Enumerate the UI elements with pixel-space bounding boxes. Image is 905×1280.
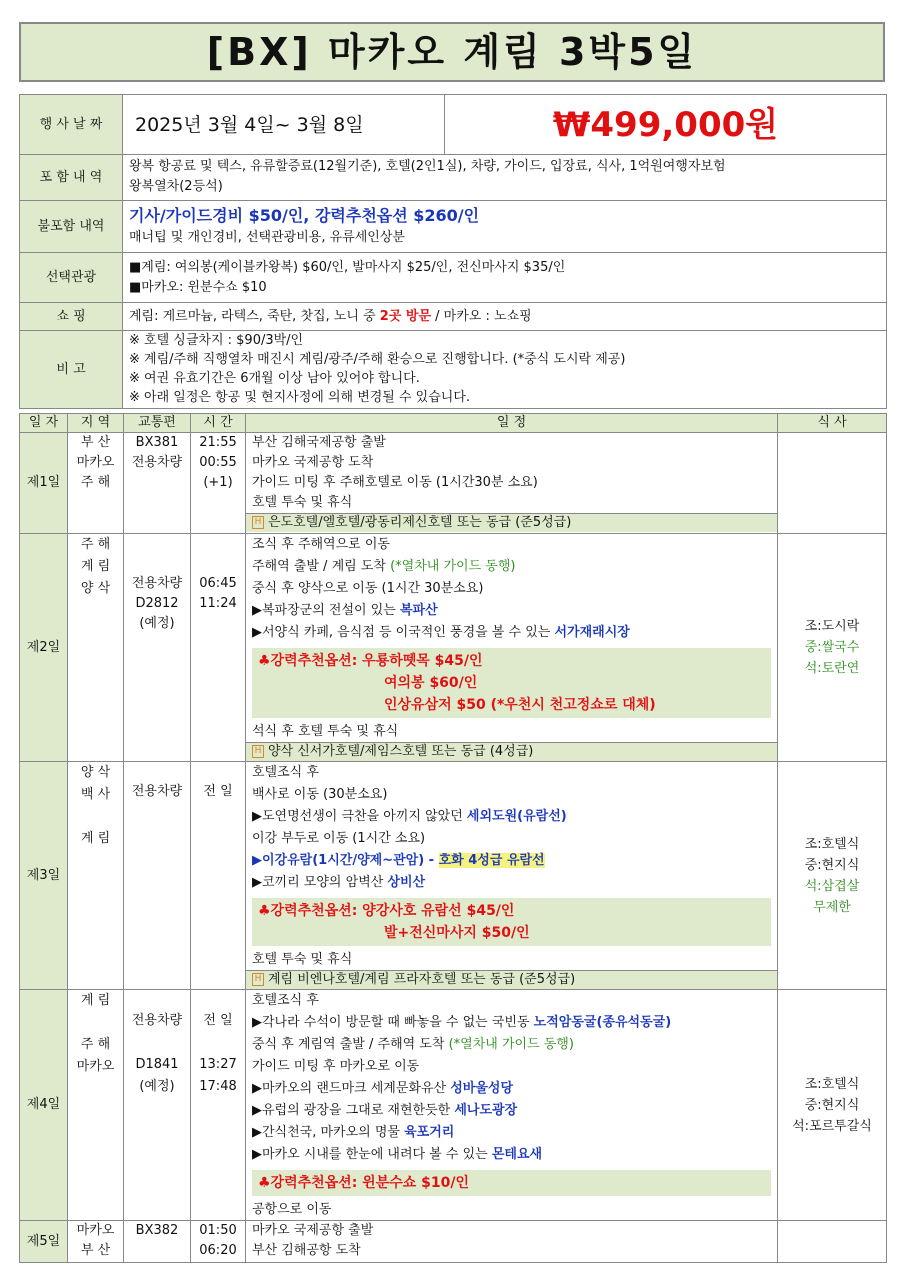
region: 계 림 (80, 831, 111, 846)
region: 마카오 (76, 1059, 115, 1074)
itinerary-line: ▶도연명선생이 극찬을 아끼지 않았던 세외도원(유람선) (252, 809, 567, 824)
shop-text-macau: / 마카오 : 노쇼핑 (431, 308, 532, 324)
hotel-name: 계림 비엔나호텔/계림 프라자호텔 또는 동급 (준5성급) (268, 972, 576, 987)
day-label: 제1일 (20, 433, 68, 534)
time: 11:24 (199, 596, 237, 611)
time: (+1) (203, 475, 233, 490)
region: 부 산 (80, 435, 111, 450)
itinerary-line: 석식 후 호텔 투숙 및 휴식 (252, 724, 399, 739)
region: 주 해 (80, 537, 111, 552)
itinerary-line: 마카오 국제공항 출발 (252, 1223, 374, 1238)
include-label: 포 함 내 역 (20, 155, 123, 201)
itinerary-line: 이강 부두로 이동 (1시간 소요) (252, 831, 426, 846)
itinerary-line: 부산 김해국제공항 출발 (252, 435, 386, 450)
meal: 조:호텔식 (804, 1076, 860, 1092)
option-line: 발+전신마사지 $50/인 (384, 925, 530, 941)
itinerary-line: ▶이강유람(1시간/양제~관암) - 호화 4성급 유람선 (252, 853, 545, 868)
shop-text: 계림: 게르마늄, 라텍스, 죽탄, 찻집, 노니 중 (129, 308, 380, 324)
option-line: 인상유삼저 $50 (*우천시 천고정쇼로 대체) (384, 697, 656, 713)
time: 21:55 (199, 435, 237, 450)
day4-row (20, 990, 887, 1221)
exclude-line-main: 기사/가이드경비 $50/인, 강력추천옵션 $260/인 (129, 206, 480, 225)
transport: BX381 (135, 435, 179, 450)
itinerary-line: ▶코끼리 모양의 암벽산 상비산 (252, 875, 426, 890)
exclude-label: 불포함 내역 (20, 201, 123, 253)
itinerary-line: ▶마카오의 랜드마크 세계문화유산 성바울성당 (252, 1081, 514, 1096)
shop-label: 쇼 핑 (20, 303, 123, 331)
option-line: ♣강력추천옵션: 우룡하뗏목 $45/인 (258, 653, 483, 669)
itinerary-line: 가이드 미팅 후 주해호텔로 이동 (1시간30분 소요) (252, 475, 538, 490)
time: 전 일 (203, 784, 233, 799)
header-itinerary: 일 정 (246, 414, 778, 433)
option-line: ■마카오: 윈분수쇼 $10 (129, 279, 267, 295)
day2-row (20, 534, 887, 762)
page-title: [BX] 마카오 계림 3박5일 (19, 22, 885, 82)
itinerary-line: 백사로 이동 (30분소요) (252, 787, 388, 802)
region: 부 산 (80, 1243, 111, 1258)
time: 01:50 (199, 1223, 237, 1238)
itinerary-line: 가이드 미팅 후 마카오로 이동 (252, 1059, 420, 1074)
itinerary-line: 호텔 투숙 및 휴식 (252, 495, 353, 510)
date-value: 2025년 3월 4일~ 3월 8일 (123, 95, 445, 155)
note-line: ※ 계림/주해 직행열차 매진시 계림/광주/주해 환승으로 진행합니다. (*중식 도시락 제공) (129, 352, 626, 367)
note-line: ※ 아래 일정은 항공 및 현지사정에 의해 변경될 수 있습니다. (129, 390, 471, 405)
date-label: 행 사 날 짜 (20, 95, 123, 155)
meal: 석:포르투갈식 (792, 1118, 872, 1134)
meal: 석:삼겹살 (804, 878, 860, 894)
time: 06:45 (199, 576, 237, 591)
header-time: 시 간 (191, 414, 246, 433)
option-line: ■계림: 여의봉(케이블카왕복) $60/인, 발마사지 $25/인, 전신마사지 $35/인 (129, 259, 566, 275)
transport: D2812 (135, 596, 179, 611)
recommended-option-box (252, 1170, 771, 1196)
region: 마카오 (76, 1223, 115, 1238)
itinerary-line: ▶복파장군의 전설이 있는 복파산 (252, 603, 438, 618)
transport: 전용차량 (131, 576, 183, 591)
itinerary-line: ▶각나라 수석이 방문할 때 빠놓을 수 없는 국빈동 노적암동굴(종유석동굴) (252, 1015, 672, 1030)
itinerary-line: 마카오 국제공항 도착 (252, 455, 374, 470)
meal: 무제한 (813, 899, 851, 915)
day-label: 제3일 (20, 762, 68, 990)
recommended-option-box (252, 898, 771, 946)
info-table (19, 94, 887, 409)
note-label: 비 고 (20, 331, 123, 409)
shop-visits: 2곳 방문 (379, 308, 432, 324)
day-label: 제4일 (20, 990, 68, 1221)
itinerary-line: ▶유럽의 광장을 그대로 재현한듯한 세나도광장 (252, 1103, 518, 1118)
option-line: 여의봉 $60/인 (384, 675, 478, 691)
option-line: ♣강력추천옵션: 양강사호 유람선 $45/인 (258, 903, 515, 919)
day3-row (20, 762, 887, 990)
schedule-table (19, 413, 887, 1263)
itinerary-line: 호텔조식 후 (252, 765, 319, 780)
transport: (예정) (139, 616, 175, 631)
itinerary-line: 주해역 출발 / 계림 도착 (*열차내 가이드 동행) (252, 559, 516, 574)
time: 00:55 (199, 455, 237, 470)
day5-row (20, 1221, 887, 1263)
transport: 전용차량 (131, 1013, 183, 1028)
itinerary-line: 호텔조식 후 (252, 993, 319, 1008)
header-meal: 식 사 (778, 414, 887, 433)
itinerary-line: 조식 후 주해역으로 이동 (252, 537, 390, 552)
itinerary-line: 중식 후 계림역 출발 / 주해역 도착 (*열차내 가이드 동행) (252, 1037, 574, 1052)
time: 전 일 (203, 1013, 233, 1028)
transport: D1841 (135, 1057, 179, 1072)
recommended-option-box (252, 648, 771, 718)
transport: (예정) (139, 1079, 175, 1094)
meal: 석:토란연 (804, 661, 860, 676)
hotel-name: 양삭 신서가호텔/제임스호텔 또는 동급 (4성급) (268, 744, 534, 759)
hotel-icon: H (252, 973, 264, 986)
hotel-icon: H (252, 745, 264, 758)
day-label: 제2일 (20, 534, 68, 762)
region: 양 삭 (80, 581, 111, 596)
region: 주 해 (80, 475, 111, 490)
region: 양 삭 (80, 765, 111, 780)
price: ₩499,000원 (445, 95, 887, 155)
itinerary-line: ▶서양식 카페, 음식점 등 이국적인 풍경을 볼 수 있는 서가재래시장 (252, 625, 630, 640)
note-line: ※ 호텔 싱글차지 : $90/3박/인 (129, 333, 304, 348)
hotel-icon: H (252, 516, 264, 529)
itinerary-line: 중식 후 양삭으로 이동 (1시간 30분소요) (252, 581, 484, 596)
region: 계 림 (80, 559, 111, 574)
itinerary-line: 호텔 투숙 및 휴식 (252, 952, 353, 967)
include-line: 왕복 항공료 및 텍스, 유류할증료(12월기준), 호텔(2인1실), 차량, 가이드, 입장료, 식사, 1억원여행자보험 (129, 159, 726, 174)
time: 06:20 (199, 1243, 237, 1258)
transport: BX382 (135, 1223, 179, 1238)
hotel-name: 은도호텔/엘호텔/광동리제신호텔 또는 동급 (준5성급) (268, 515, 572, 530)
itinerary-line: ▶마카오 시내를 한눈에 내려다 볼 수 있는 몬테요새 (252, 1147, 543, 1162)
day1-row (20, 433, 887, 534)
hotel-line (246, 742, 777, 761)
meal: 중:쌀국수 (804, 640, 860, 655)
hotel-line (246, 970, 777, 989)
meal: 중:현지식 (804, 1097, 860, 1113)
region: 주 해 (80, 1037, 111, 1052)
transport: 전용차량 (131, 784, 183, 799)
header-region: 지 역 (68, 414, 124, 433)
transport: 전용차량 (131, 455, 183, 470)
exclude-line: 매너팁 및 개인경비, 선택관광비용, 유류세인상분 (129, 230, 405, 245)
option-line: ♣강력추천옵션: 윈분수쇼 $10/인 (258, 1175, 469, 1191)
header-transport: 교통편 (124, 414, 191, 433)
region: 계 림 (80, 993, 111, 1008)
option-label: 선택관광 (20, 253, 123, 303)
meal: 조:호텔식 (804, 836, 860, 852)
note-line: ※ 여권 유효기간은 6개월 이상 남아 있어야 합니다. (129, 371, 420, 386)
itinerary-line: 공항으로 이동 (252, 1202, 332, 1217)
day-label: 제5일 (20, 1221, 68, 1263)
itinerary-line: ▶간식천국, 마카오의 명물 육포거리 (252, 1125, 455, 1140)
header-day: 일 자 (20, 414, 68, 433)
meal: 중:현지식 (804, 857, 860, 873)
time: 13:27 (199, 1057, 237, 1072)
region: 마카오 (76, 455, 115, 470)
region: 백 사 (80, 787, 111, 802)
time: 17:48 (199, 1079, 237, 1094)
hotel-line (246, 513, 777, 532)
itinerary-line: 부산 김해공항 도착 (252, 1243, 361, 1258)
include-line: 왕복열차(2등석) (129, 179, 223, 194)
meal: 조:도시락 (804, 619, 860, 634)
